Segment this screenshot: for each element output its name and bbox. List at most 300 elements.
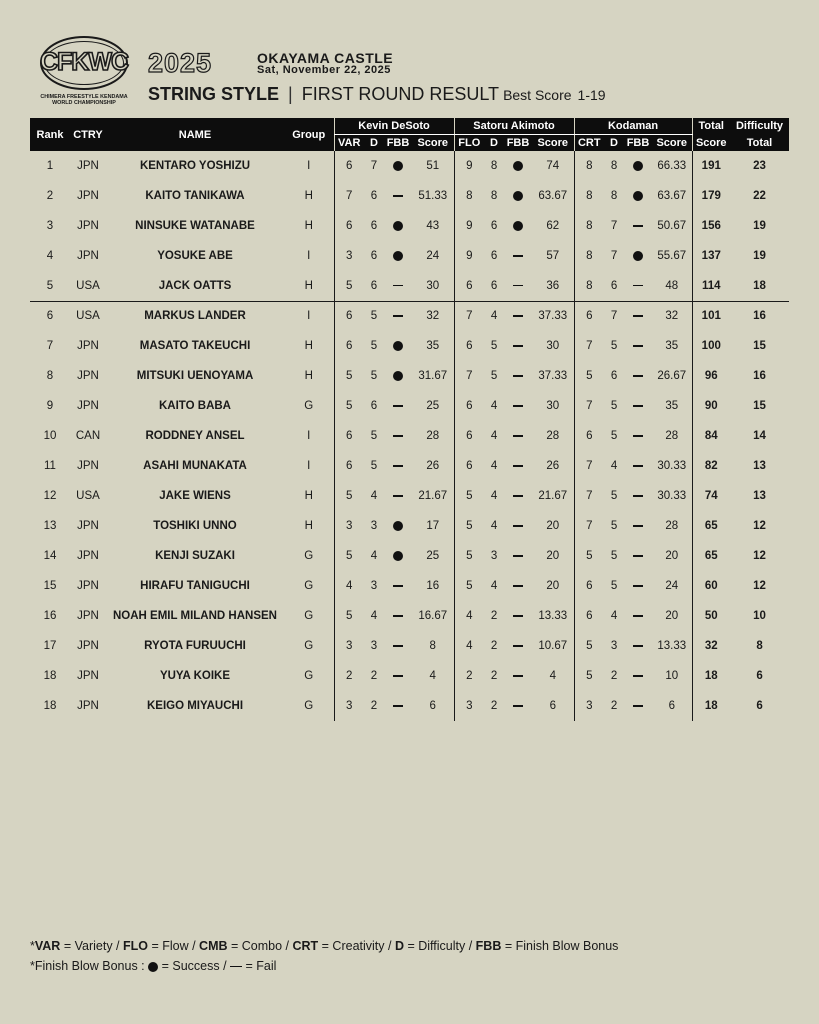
table-row — [30, 211, 789, 241]
fail-dash-icon — [513, 465, 523, 467]
j3-criteria-cell: 5 — [574, 631, 604, 661]
j2-difficulty-cell: 4 — [490, 520, 498, 532]
j3-fbb-cell — [624, 481, 652, 511]
fail-dash-icon — [633, 705, 643, 707]
j1-difficulty-cell: 4 — [370, 610, 378, 622]
j1-fbb-cell — [384, 481, 412, 511]
success-dot-icon — [393, 341, 403, 351]
total-score-cell: 65 — [692, 511, 730, 541]
col-j1-score: Score — [412, 134, 454, 151]
event-year: 2025 — [148, 48, 213, 78]
j3-fbb-cell — [624, 571, 652, 601]
rank-cell: 9 — [46, 400, 54, 412]
fail-dash-icon — [393, 405, 403, 407]
legend-desc: = Creativity / — [318, 939, 395, 953]
difficulty-total-cell: 13 — [753, 460, 766, 472]
j2-score-cell: 30 — [546, 400, 560, 412]
col-difficulty: Difficulty — [730, 118, 789, 134]
group-cell: G — [304, 700, 314, 712]
j2-difficulty-cell: 6 — [484, 271, 504, 301]
name-cell: KENJI SUZAKI — [155, 550, 235, 562]
j2-criteria-cell: 6 — [454, 271, 484, 301]
j1-difficulty-cell: 6 — [370, 400, 378, 412]
j3-difficulty-cell: 6 — [610, 370, 618, 382]
j1-difficulty-cell: 7 — [370, 160, 378, 172]
j1-criteria-cell: 5 — [334, 601, 364, 631]
col-difficulty-total: Total — [730, 134, 789, 151]
j2-criteria-cell: 3 — [454, 691, 484, 721]
table-row — [30, 271, 789, 301]
judge-2-header: Satoru Akimoto — [454, 118, 574, 134]
group-cell: H — [304, 490, 313, 502]
j2-difficulty-cell: 3 — [490, 550, 498, 562]
j3-fbb-cell — [624, 661, 652, 691]
j1-fbb-cell — [384, 661, 412, 691]
country-cell: JPN — [77, 670, 99, 682]
j2-fbb-cell — [504, 511, 532, 541]
group-cell: H — [304, 370, 313, 382]
j1-criteria-cell: 3 — [334, 241, 364, 271]
table-row — [30, 181, 789, 211]
name-cell: YOSUKE ABE — [157, 250, 233, 262]
j3-score-cell: 20 — [665, 610, 679, 622]
rank-cell: 12 — [43, 490, 57, 502]
group-cell: G — [304, 610, 314, 622]
j3-score-cell: 24 — [665, 580, 679, 592]
j1-difficulty-cell: 4 — [370, 550, 378, 562]
j3-difficulty-cell: 2 — [610, 670, 618, 682]
rank-cell: 18 — [43, 670, 57, 682]
country-cell: JPN — [77, 520, 99, 532]
name-cell: HIRAFU TANIGUCHI — [140, 580, 250, 592]
j3-score-cell: 28 — [665, 430, 679, 442]
success-dot-icon — [633, 191, 643, 201]
j3-criteria-cell: 7 — [574, 391, 604, 421]
j2-score-cell: 28 — [546, 430, 560, 442]
j3-difficulty-cell: 6 — [604, 271, 624, 301]
fail-dash-icon — [633, 585, 643, 587]
rank-cell: 5 — [30, 271, 70, 301]
j2-difficulty-cell: 6 — [490, 220, 498, 232]
j2-difficulty-cell: 4 — [490, 490, 498, 502]
name-cell: TOSHIKI UNNO — [153, 520, 237, 532]
j3-difficulty-cell: 5 — [610, 520, 618, 532]
j3-fbb-cell — [624, 421, 652, 451]
event-date: Sat, November 22, 2025 — [257, 64, 391, 76]
title-separator: | — [288, 84, 293, 104]
legend-desc: = Finish Blow Bonus — [501, 939, 619, 953]
name-cell: MITSUKI UENOYAMA — [136, 370, 254, 382]
j2-score-cell: 30 — [546, 340, 560, 352]
legend-abbr: CRT — [292, 939, 319, 953]
j1-criteria-cell: 5 — [334, 541, 364, 571]
title-best-score: Best Score — [503, 87, 572, 103]
j3-fbb-cell — [624, 211, 652, 241]
fail-dash-icon — [513, 645, 523, 647]
j2-score-cell: 20 — [546, 520, 560, 532]
event-venue: OKAYAMA CASTLE — [257, 50, 394, 66]
j3-criteria-cell: 8 — [574, 151, 604, 181]
j1-score-cell: 31.67 — [418, 370, 448, 382]
j1-score-cell: 17 — [426, 520, 440, 532]
j3-difficulty-cell: 5 — [610, 430, 618, 442]
j2-criteria-cell: 5 — [454, 571, 484, 601]
total-score-cell: 114 — [692, 271, 730, 301]
j1-fbb-cell — [384, 361, 412, 391]
rank-cell: 6 — [46, 310, 54, 323]
group-cell: H — [304, 520, 313, 532]
rank-cell: 3 — [46, 220, 54, 232]
j1-score-cell: 43 — [426, 220, 440, 232]
col-rank: Rank — [30, 118, 70, 151]
j2-score-cell: 57 — [546, 250, 560, 262]
j3-criteria-cell: 8 — [574, 211, 604, 241]
group-cell: G — [304, 670, 314, 682]
name-cell: MARKUS LANDER — [144, 310, 246, 323]
country-cell: JPN — [77, 370, 99, 382]
j3-fbb-cell — [624, 271, 652, 301]
j1-criteria-cell: 7 — [334, 181, 364, 211]
country-cell: JPN — [77, 550, 99, 562]
rank-cell: 18 — [43, 700, 57, 712]
fail-dash-icon — [513, 615, 523, 617]
difficulty-total-cell: 16 — [753, 310, 766, 323]
j1-fbb-cell — [384, 301, 412, 331]
total-score-cell: 82 — [692, 451, 730, 481]
j2-criteria-cell: 6 — [454, 451, 484, 481]
j1-difficulty-cell: 6 — [364, 271, 384, 301]
total-score-cell: 60 — [692, 571, 730, 601]
j3-difficulty-cell: 5 — [610, 550, 618, 562]
j1-criteria-cell: 6 — [334, 331, 364, 361]
success-dot-icon — [513, 161, 523, 171]
j3-difficulty-cell: 5 — [610, 340, 618, 352]
j1-score-cell: 51 — [426, 160, 440, 172]
country-cell: USA — [76, 490, 100, 502]
j2-fbb-cell — [504, 271, 532, 301]
legend-fbb — [30, 956, 618, 976]
rank-cell: 11 — [44, 460, 56, 472]
fail-dash-icon — [513, 525, 523, 527]
j2-score-cell: 20 — [546, 580, 560, 592]
j2-difficulty-cell: 8 — [490, 190, 498, 202]
fail-dash-icon — [633, 675, 643, 677]
table-row — [30, 391, 789, 421]
difficulty-total-cell: 22 — [753, 190, 766, 202]
country-cell: JPN — [77, 220, 99, 232]
j2-difficulty-cell: 4 — [490, 400, 498, 412]
col-name: NAME — [106, 118, 284, 151]
col-j1-var: VAR — [334, 134, 364, 151]
j3-difficulty-cell: 8 — [610, 160, 618, 172]
j3-score-cell: 28 — [665, 520, 679, 532]
j1-fbb-cell — [384, 391, 412, 421]
results-table — [30, 118, 789, 721]
fail-dash-icon — [633, 375, 643, 377]
group-cell: I — [307, 160, 311, 172]
success-dot-icon — [513, 221, 523, 231]
fail-dash-icon — [633, 285, 643, 287]
j2-difficulty-cell: 5 — [490, 370, 498, 382]
fail-dash-icon — [513, 255, 523, 257]
j3-fbb-cell — [624, 331, 652, 361]
table-row — [30, 451, 789, 481]
cfkwc-logo — [30, 36, 138, 108]
j3-difficulty-cell: 2 — [610, 700, 618, 712]
j1-difficulty-cell: 3 — [370, 520, 378, 532]
fail-dash-icon — [633, 555, 643, 557]
fail-dash-icon — [393, 645, 403, 647]
legend-desc: = Difficulty / — [403, 939, 476, 953]
table-row — [30, 601, 789, 631]
j1-difficulty-cell: 5 — [370, 460, 378, 472]
col-j1-fbb: FBB — [384, 134, 412, 151]
table-row — [30, 631, 789, 661]
legend-abbreviations — [30, 936, 618, 956]
j3-difficulty-cell: 7 — [610, 220, 618, 232]
j2-fbb-cell — [504, 541, 532, 571]
fail-dash-icon — [513, 675, 523, 677]
j2-score-cell: 6 — [549, 700, 556, 712]
j2-fbb-cell — [504, 391, 532, 421]
j1-fbb-cell — [384, 181, 412, 211]
j1-criteria-cell: 6 — [334, 301, 364, 331]
country-cell: USA — [70, 271, 106, 301]
col-j3-score: Score — [652, 134, 692, 151]
j2-fbb-cell — [504, 571, 532, 601]
legend-fail: = Fail — [242, 959, 277, 973]
fail-dash-icon — [633, 435, 643, 437]
j2-criteria-cell: 4 — [454, 631, 484, 661]
j3-score-cell: 20 — [665, 550, 679, 562]
fail-dash-icon — [393, 285, 403, 287]
legend-success: = Success / — [158, 959, 231, 973]
j2-criteria-cell: 5 — [454, 541, 484, 571]
fail-dash-icon — [513, 705, 523, 707]
j1-score-cell: 26 — [426, 460, 440, 472]
j3-criteria-cell: 7 — [574, 481, 604, 511]
col-j2-flo: FLO — [454, 134, 484, 151]
col-j2-d: D — [484, 134, 504, 151]
table-row — [30, 571, 789, 601]
j1-fbb-cell — [384, 511, 412, 541]
j3-fbb-cell — [624, 151, 652, 181]
j2-criteria-cell: 9 — [454, 241, 484, 271]
fail-dash-icon — [393, 495, 403, 497]
name-cell: KAITO BABA — [159, 400, 231, 412]
j1-difficulty-cell: 4 — [370, 490, 378, 502]
j2-fbb-cell — [504, 661, 532, 691]
fail-dash-icon — [393, 675, 403, 677]
j3-score-cell: 10 — [665, 670, 679, 682]
header — [0, 0, 819, 118]
total-score-cell: 84 — [692, 421, 730, 451]
j1-criteria-cell: 6 — [334, 151, 364, 181]
total-score-cell: 18 — [692, 691, 730, 721]
j1-criteria-cell: 5 — [334, 391, 364, 421]
fail-dash-icon — [513, 495, 523, 497]
difficulty-total-cell: 6 — [756, 670, 763, 682]
j3-criteria-cell: 7 — [574, 451, 604, 481]
j1-fbb-cell — [384, 151, 412, 181]
table-row — [30, 661, 789, 691]
group-cell: G — [304, 580, 314, 592]
table-row — [30, 421, 789, 451]
j2-fbb-cell — [504, 151, 532, 181]
table-row — [30, 241, 789, 271]
country-cell: JPN — [77, 160, 99, 172]
j3-difficulty-cell: 5 — [610, 580, 618, 592]
j3-criteria-cell: 6 — [574, 301, 604, 331]
fail-dash-icon — [633, 615, 643, 617]
total-score-cell: 101 — [692, 301, 730, 331]
j1-fbb-cell — [384, 541, 412, 571]
results-body — [30, 151, 789, 721]
group-cell: H — [304, 220, 313, 232]
judge-3-header: Kodaman — [574, 118, 692, 134]
legend-abbr: D — [394, 939, 404, 953]
j3-score-cell: 26.67 — [657, 370, 687, 382]
total-score-cell: 137 — [692, 241, 730, 271]
j2-score-cell: 4 — [549, 670, 556, 682]
table-row — [30, 541, 789, 571]
group-cell: G — [304, 550, 314, 562]
j2-fbb-cell — [504, 361, 532, 391]
j2-score-cell: 21.67 — [538, 490, 568, 502]
j3-fbb-cell — [624, 601, 652, 631]
country-cell: JPN — [77, 640, 99, 652]
j3-criteria-cell: 8 — [574, 241, 604, 271]
j2-fbb-cell — [504, 241, 532, 271]
group-cell: G — [304, 640, 314, 652]
j1-score-cell: 28 — [426, 430, 440, 442]
j1-difficulty-cell: 5 — [370, 310, 378, 323]
j1-fbb-cell — [384, 421, 412, 451]
fail-dash-icon — [393, 315, 403, 317]
col-j3-d: D — [604, 134, 624, 151]
name-cell: NOAH EMIL MILAND HANSEN — [113, 610, 277, 622]
j2-score-cell: 20 — [546, 550, 560, 562]
country-cell: JPN — [77, 190, 99, 202]
j2-fbb-cell — [504, 631, 532, 661]
fail-dash-icon — [633, 315, 643, 317]
j2-difficulty-cell: 4 — [490, 460, 498, 472]
title-range: 1-19 — [577, 87, 606, 103]
fail-dash-icon — [513, 435, 523, 437]
legend-abbr: FLO — [122, 939, 148, 953]
total-score-cell: 179 — [692, 181, 730, 211]
j3-score-cell: 55.67 — [657, 250, 687, 262]
j1-fbb-cell — [384, 691, 412, 721]
j1-fbb-cell — [384, 271, 412, 301]
j1-difficulty-cell: 6 — [370, 250, 378, 262]
j2-score-cell: 13.33 — [538, 610, 568, 622]
j1-criteria-cell: 3 — [334, 631, 364, 661]
j1-criteria-cell: 3 — [334, 511, 364, 541]
j3-criteria-cell: 6 — [574, 571, 604, 601]
j3-difficulty-cell: 4 — [610, 460, 618, 472]
table-row — [30, 691, 789, 721]
logo-subtitle-line-2: WORLD CHAMPIONSHIP — [52, 100, 116, 106]
j2-fbb-cell — [504, 421, 532, 451]
j3-score-cell: 30.33 — [657, 490, 687, 502]
j2-criteria-cell: 5 — [454, 511, 484, 541]
j2-fbb-cell — [504, 451, 532, 481]
j2-criteria-cell: 7 — [454, 301, 484, 331]
fail-dash-icon — [513, 345, 523, 347]
difficulty-total-cell: 12 — [753, 550, 766, 562]
j3-score-cell: 48 — [652, 271, 692, 301]
success-dot-icon — [633, 251, 643, 261]
difficulty-total-cell: 19 — [753, 250, 766, 262]
total-score-cell: 90 — [692, 391, 730, 421]
country-cell: JPN — [77, 580, 99, 592]
rank-cell: 14 — [43, 550, 57, 562]
judge-1-header: Kevin DeSoto — [334, 118, 454, 134]
j1-criteria-cell: 6 — [334, 451, 364, 481]
legend-fbb-label: *Finish Blow Bonus : — [30, 959, 149, 973]
country-cell: JPN — [77, 400, 99, 412]
j2-difficulty-cell: 4 — [490, 430, 498, 442]
title-round: FIRST ROUND RESULT — [301, 84, 500, 104]
j3-score-cell: 35 — [665, 340, 679, 352]
col-j1-d: D — [364, 134, 384, 151]
j3-criteria-cell: 6 — [574, 421, 604, 451]
table-row — [30, 481, 789, 511]
rank-cell: 7 — [46, 340, 54, 352]
total-score-cell: 32 — [692, 631, 730, 661]
name-cell: JACK OATTS — [106, 271, 284, 301]
j3-score-cell: 66.33 — [657, 160, 687, 172]
total-score-cell: 156 — [692, 211, 730, 241]
j2-difficulty-cell: 4 — [490, 580, 498, 592]
fail-dash-icon — [633, 225, 643, 227]
total-score-cell: 74 — [692, 481, 730, 511]
group-cell: I — [307, 250, 311, 262]
success-dot-icon — [148, 962, 158, 972]
fail-dash-icon — [633, 345, 643, 347]
rank-cell: 1 — [46, 160, 54, 172]
j2-criteria-cell: 5 — [454, 481, 484, 511]
difficulty-total-cell: 15 — [753, 340, 766, 352]
j3-score-cell: 63.67 — [657, 190, 687, 202]
j1-criteria-cell: 5 — [334, 271, 364, 301]
j1-difficulty-cell: 5 — [370, 370, 378, 382]
j3-criteria-cell: 5 — [574, 361, 604, 391]
country-cell: JPN — [77, 610, 99, 622]
j2-fbb-cell — [504, 301, 532, 331]
group-cell: I — [307, 460, 311, 472]
j3-criteria-cell: 7 — [574, 511, 604, 541]
j2-difficulty-cell: 2 — [490, 610, 498, 622]
j1-score-cell: 24 — [426, 250, 440, 262]
difficulty-total-cell: 12 — [753, 580, 766, 592]
legend-abbr: CMB — [199, 939, 228, 953]
group-cell: I — [307, 310, 311, 323]
name-cell: NINSUKE WATANABE — [135, 220, 255, 232]
group-cell: H — [284, 271, 334, 301]
success-dot-icon — [513, 191, 523, 201]
table-row — [30, 361, 789, 391]
j2-score-cell: 10.67 — [538, 640, 568, 652]
j3-criteria-cell: 6 — [574, 601, 604, 631]
name-cell: YUYA KOIKE — [159, 670, 231, 682]
legend-desc: = Flow / — [147, 939, 200, 953]
j1-criteria-cell: 3 — [334, 691, 364, 721]
country-cell: JPN — [77, 250, 99, 262]
fail-dash-icon — [633, 525, 643, 527]
rank-cell: 16 — [43, 610, 57, 622]
